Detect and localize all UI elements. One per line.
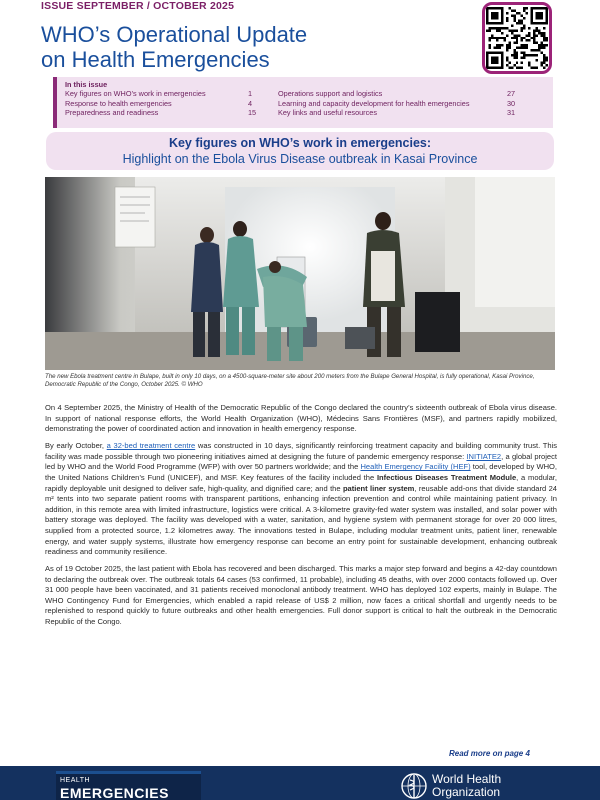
footer [0, 766, 600, 800]
who-wordmark [432, 773, 501, 799]
bold-term: Infectious Diseases Treatment Module [376, 472, 517, 482]
toc-link-key-links[interactable]: Key links and useful resources [278, 107, 377, 117]
article-body [45, 403, 557, 634]
who-emblem-icon [400, 772, 428, 800]
logo-text-small: HEALTH [60, 777, 91, 784]
treatment-centre-photo [45, 177, 555, 370]
toc-link-learning[interactable]: Learning and capacity development for health emergencies [278, 98, 470, 108]
text: was constructed in 10 days, significantly reinforcing treatment capacity and building community trust. This facility was made possible through two pioneering initiatives aimed at designing the future of pandemic emergency response: [45, 441, 557, 461]
logo-text-big: EMERGENCIES [60, 785, 169, 800]
photo-illustration [45, 177, 555, 370]
title-line-1: WHO’s Operational Update [41, 22, 308, 47]
toc-page-number: 15 [248, 107, 257, 117]
toc-page-number: 4 [248, 98, 253, 108]
toc-page-number: 27 [507, 89, 516, 99]
page-title [41, 22, 307, 72]
table-of-contents [53, 77, 553, 128]
text: tool, developed by WHO, the United Nations Children’s Fund (UNICEF), and MSF. Key features of the facility included the [45, 462, 557, 482]
who-line-2: Organization [432, 785, 501, 799]
treatment-centre-link[interactable]: a 32-bed treatment centre [106, 441, 196, 451]
bold-term: patient liner system [342, 483, 415, 493]
banner-subheading: Highlight on the Ebola Virus Disease outbreak in Kasai Province [122, 152, 478, 166]
toc-link-response[interactable]: Response to health emergencies [65, 98, 172, 108]
toc-link-key-figures[interactable]: Key figures on WHO’s work in emergencies [65, 89, 206, 99]
qr-code[interactable] [482, 2, 552, 74]
toc-page-number: 31 [507, 107, 516, 117]
text: By early October, [45, 441, 107, 451]
who-line-1: World Health [432, 772, 502, 786]
paragraph-2 [45, 441, 557, 558]
health-emergencies-logo [56, 771, 201, 800]
banner-heading: Key figures on WHO’s work in emergencies: [168, 136, 432, 150]
toc-page-number: 30 [507, 98, 516, 108]
text: , a modular, rapidly deployable unit designed to deliver safe, high-quality, and dignified care; and the [45, 472, 557, 493]
text: , a global project led by WHO and the World Food Programme (WFP) with over 50 partners worldwide; and the [45, 451, 557, 472]
read-more-link[interactable]: Read more on page 4 [449, 749, 530, 758]
text: , reusable add-ons that divide standard 24 m² tents into two separate patient rooms with transparent partitions, enhancing infection prevention and control while maintaining patient privacy. In addition, in this remote area with limited infrastructure, logistics were critical. A 3-kilometre gravity-fed water system was installed, and solar power with battery storage was deployed. The facility was developed with a water, sanitation, and hygiene system with permanent storage for over 20 000 litres, supplied from a protected source, 1.2 kilometres away. The innovations tested in Bulape, including modular treatment units, patient liner, renewable energy, and water supply systems, illustrate how emergency response can become an entry point for sustainable development, enhancing outbreak readiness and community resilience. [45, 483, 557, 557]
section-banner [46, 132, 554, 170]
paragraph-3: As of 19 October 2025, the last patient with Ebola has recovered and been discharged. This marks a major step forward and begins a 42-day countdown to declaring the outbreak over. The outbreak totals 64 cases (53 confirmed, 11 probable), including 45 deaths, with over 2000 contacts followed up. Over 31 000 people have been vaccinated, and 31 patients received monoclonal antibody treatment. WHO has deployed 102 experts, mainly in Bulape. The WHO Contingency Fund for Emergencies, which enabled a rapid release of US$ 2 million, now faces a critical shortfall and urgently needs to be replenished to respond quickly to future outbreaks and other health emergencies. Full donor support is critical to halt the outbreak in the Democratic Republic of the Congo. [45, 564, 557, 627]
toc-heading: In this issue [65, 80, 108, 89]
initiate2-link[interactable]: INITIATE2 [466, 451, 502, 461]
toc-row [65, 89, 553, 98]
photo-caption: The new Ebola treatment centre in Bulape, built in only 10 days, on a 4500-square-meter site about 200 meters from the Bulape General Hospital, is fully operational, Kasai Province, Democratic Republic of the Congo, October 2025. © WHO [45, 373, 535, 388]
qr-code-icon [486, 7, 548, 69]
hef-link[interactable]: Health Emergency Facility (HEF) [360, 462, 471, 472]
title-line-2: on Health Emergencies [41, 47, 270, 72]
toc-page-number: 1 [248, 89, 253, 99]
toc-row [65, 99, 553, 108]
issue-date: ISSUE SEPTEMBER / OCTOBER 2025 [41, 0, 235, 12]
paragraph-1: On 4 September 2025, the Ministry of Health of the Democratic Republic of the Congo declared the country’s sixteenth outbreak of Ebola virus disease. In support of national response efforts, the World Health Organization (WHO), Médecins Sans Frontières (MSF), and partners rapidly mobilized, demonstrating the power of coordinated action and innovation in health emergency response. [45, 403, 557, 434]
toc-row [65, 108, 553, 117]
toc-link-preparedness[interactable]: Preparedness and readiness [65, 107, 159, 117]
toc-link-operations[interactable]: Operations support and logistics [278, 89, 383, 99]
